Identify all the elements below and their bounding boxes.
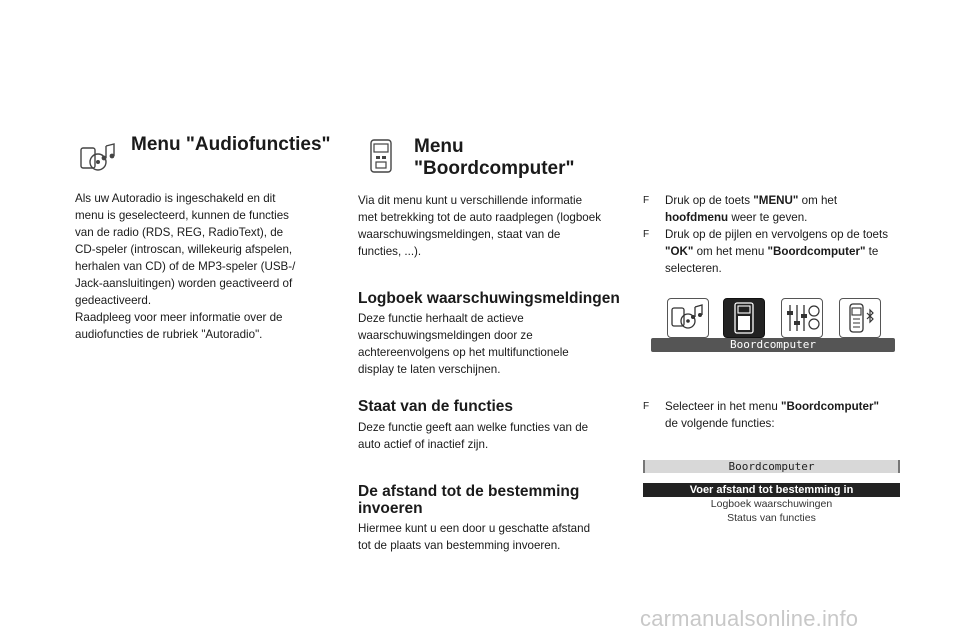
function-status-body (358, 419, 628, 453)
bullet-marker: F (643, 195, 650, 206)
warning-log-body (358, 310, 628, 378)
text-line: Als uw Autoradio is ingeschakeld en dit (75, 192, 276, 205)
text-line: gedeactiveerd. (75, 294, 152, 307)
text-run: om het (798, 194, 838, 207)
text-line: achtereenvolgens op het multifunctionele (358, 346, 569, 359)
text-run: de volgende functies: (665, 417, 775, 430)
text-run: Druk op de pijlen en vervolgens op de toets (665, 228, 888, 241)
trip-menu-intro (358, 192, 628, 260)
text-line: display te laten verschijnen. (358, 363, 501, 376)
step-press-menu (643, 192, 913, 226)
title-line: Menu (414, 136, 464, 157)
text-line: Raadpleeg voor meer informatie over de (75, 311, 283, 324)
text-line: waarschuwingsmeldingen, staat van de (358, 228, 561, 241)
trip-computer-label: "Boordcomputer" (781, 400, 879, 413)
distance-heading (358, 483, 579, 517)
text-line: van de radio (RDS, REG, RadioText), de (75, 226, 284, 239)
trip-menu-title (414, 136, 575, 180)
bullet-marker: F (643, 401, 650, 412)
step-select-functions (643, 398, 923, 432)
trip-computer-display (643, 460, 900, 530)
warning-log-heading: Logboek waarschuwingsmeldingen (358, 290, 620, 307)
text-run: Druk op de toets (665, 194, 754, 207)
distance-body (358, 520, 628, 554)
text-line: audiofuncties de rubriek "Autoradio". (75, 328, 263, 341)
text-line: functies, ...). (358, 245, 422, 258)
text-line: Deze functie herhaalt de actieve (358, 312, 524, 325)
menu-key-label: "MENU" (753, 194, 799, 207)
menu-tile-phone (839, 298, 881, 338)
step-select-trip-computer (643, 226, 923, 277)
text-line: Hiermee kunt u een door u geschatte afstand (358, 522, 591, 535)
trip-computer-label: "Boordcomputer" (767, 245, 866, 258)
trip-computer-icon (368, 138, 396, 176)
title-line: "Boordcomputer" (414, 158, 575, 179)
audio-menu-body (75, 190, 345, 343)
text-run: Selecteer in het menu (665, 400, 782, 413)
ok-key-label: "OK" (665, 245, 694, 258)
text-line: herhalen van CD) of de MP3-speler (USB-/ (75, 260, 296, 273)
menu-item-function-status: Status van functies (727, 512, 816, 524)
text-run: weer te geven. (728, 211, 808, 224)
text-line: Jack-aansluitingen) worden geactiveerd of (75, 277, 293, 290)
text-run: om het menu (693, 245, 768, 258)
heading-line: De afstand tot de bestemming (358, 483, 580, 500)
menu-tile-trip-computer (723, 298, 765, 338)
bullet-marker: F (643, 229, 650, 240)
text-line: menu is geselecteerd, kunnen de functies (75, 209, 289, 222)
text-line: tot de plaats van bestemming invoeren. (358, 539, 561, 552)
watermark: carmanualsonline.info (640, 606, 859, 631)
text-run: te (865, 245, 879, 258)
text-line: Deze functie geeft aan welke functies van de (358, 421, 589, 434)
heading-line: invoeren (358, 500, 423, 517)
menu-item-warning-log: Logboek waarschuwingen (710, 498, 833, 510)
text-line: CD-speler (introscan, willekeurig afspelen, (75, 243, 293, 256)
text-run: selecteren. (665, 262, 722, 275)
main-menu-display (651, 296, 895, 352)
text-line: Via dit menu kunt u verschillende informatie (358, 194, 583, 207)
text-line: auto actief of inactief zijn. (358, 438, 489, 451)
display-header: Boordcomputer (643, 460, 900, 473)
menu-item-enter-distance: Voer afstand tot bestemming in (643, 483, 900, 497)
display-caption: Boordcomputer (651, 338, 895, 352)
menu-tile-audio (667, 298, 709, 338)
audio-menu-title: Menu "Audiofuncties" (131, 134, 331, 155)
menu-tile-settings (781, 298, 823, 338)
main-menu-label: hoofdmenu (665, 211, 729, 224)
text-line: met betrekking tot de auto raadplegen (logboek (358, 211, 601, 224)
function-status-heading: Staat van de functies (358, 398, 514, 415)
audio-functions-icon (78, 140, 120, 176)
text-line: waarschuwingsmeldingen door ze (358, 329, 533, 342)
